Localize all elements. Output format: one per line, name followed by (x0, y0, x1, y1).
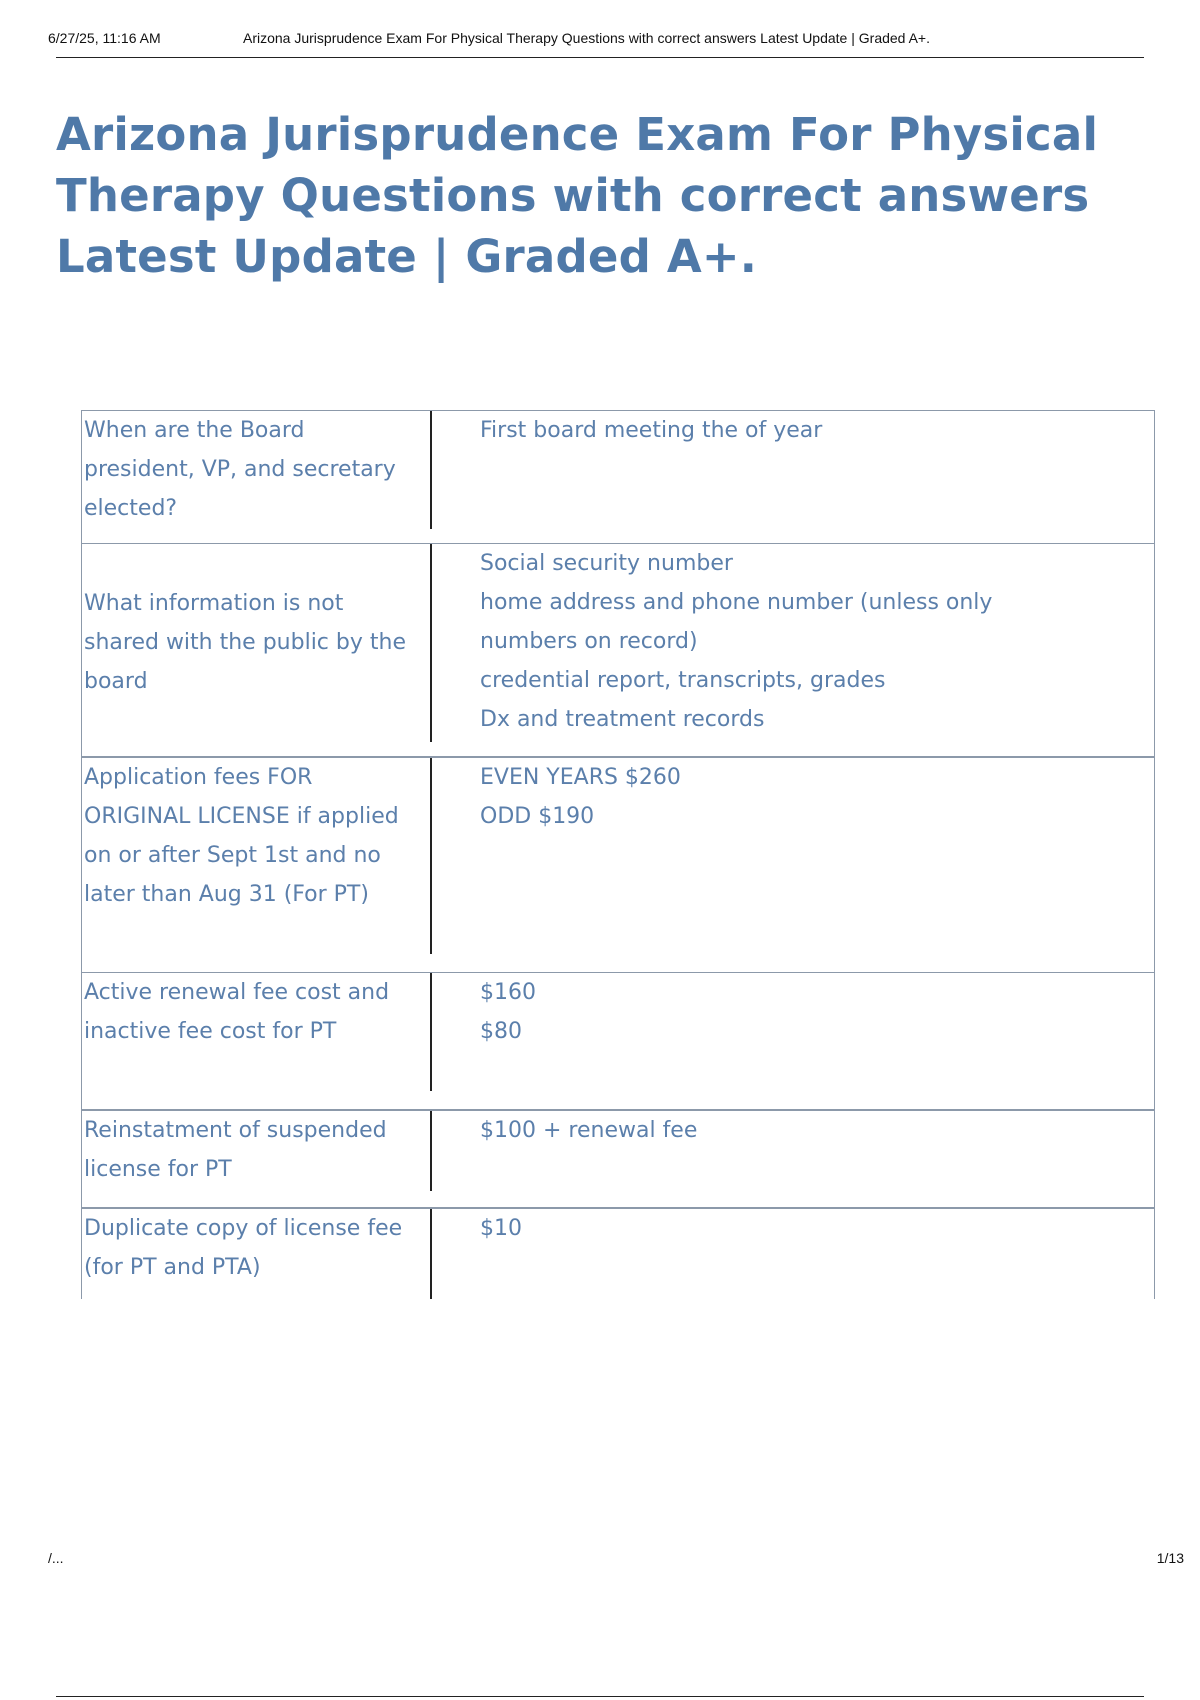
question-text: Active renewal fee cost and inactive fee cost for PT (84, 980, 390, 1044)
answer-cell (432, 1208, 1155, 1299)
answer-line: credential report, transcripts, grades (480, 668, 886, 693)
question-cell (82, 1208, 433, 1299)
footer-divider (56, 1696, 1144, 1697)
answer-cell (432, 757, 1155, 973)
qa-row (82, 1110, 1155, 1208)
question-text: Application fees FOR ORIGINAL LICENSE if applied on or after Sept 1st and no later than Aug 31 (For PT) (84, 765, 399, 907)
question-text: When are the Board president, VP, and secretary elected? (84, 418, 396, 521)
answer-line: First board meeting the of year (480, 418, 823, 443)
question-cell (82, 973, 433, 1111)
question-text: What information is not shared with the public by the board (84, 591, 406, 694)
header-divider (56, 57, 1144, 58)
answer-line: Social security number (480, 551, 733, 576)
answer-cell (432, 973, 1155, 1111)
print-datetime: 6/27/25, 11:16 AM (48, 30, 161, 46)
qa-row (82, 411, 1155, 544)
answer-line: $80 (480, 1019, 522, 1044)
answer-line: ODD $190 (480, 804, 595, 829)
question-cell (82, 544, 433, 758)
qa-row (82, 544, 1155, 758)
qa-row (82, 1208, 1155, 1299)
answer-cell (432, 1110, 1155, 1208)
answer-line: $160 (480, 980, 536, 1005)
question-cell (82, 1110, 433, 1208)
qa-table (81, 410, 1155, 1299)
page-number: 1/13 (1156, 1550, 1184, 1566)
question-cell (82, 411, 433, 544)
answer-line: $10 (480, 1216, 522, 1241)
question-text: Duplicate copy of license fee (for PT and PTA) (84, 1216, 403, 1280)
answer-line: EVEN YEARS $260 (480, 765, 681, 790)
answer-line: home address and phone number (unless only numbers on record) (480, 590, 993, 654)
qa-row (82, 973, 1155, 1111)
qa-row (82, 757, 1155, 973)
answer-cell (432, 544, 1155, 758)
page-title: Arizona Jurisprudence Exam For Physical Therapy Questions with correct answers Latest Update | Graded A+. (56, 108, 1099, 283)
print-document-title: Arizona Jurisprudence Exam For Physical Therapy Questions with correct answers Latest Update | Graded A+. (243, 30, 930, 46)
answer-line: Dx and treatment records (480, 707, 765, 732)
question-cell (82, 757, 433, 973)
answer-line: $100 + renewal fee (480, 1118, 698, 1143)
answer-cell (432, 411, 1155, 544)
question-text: Reinstatment of suspended license for PT (84, 1118, 387, 1182)
print-footer-url: /... (48, 1550, 64, 1566)
